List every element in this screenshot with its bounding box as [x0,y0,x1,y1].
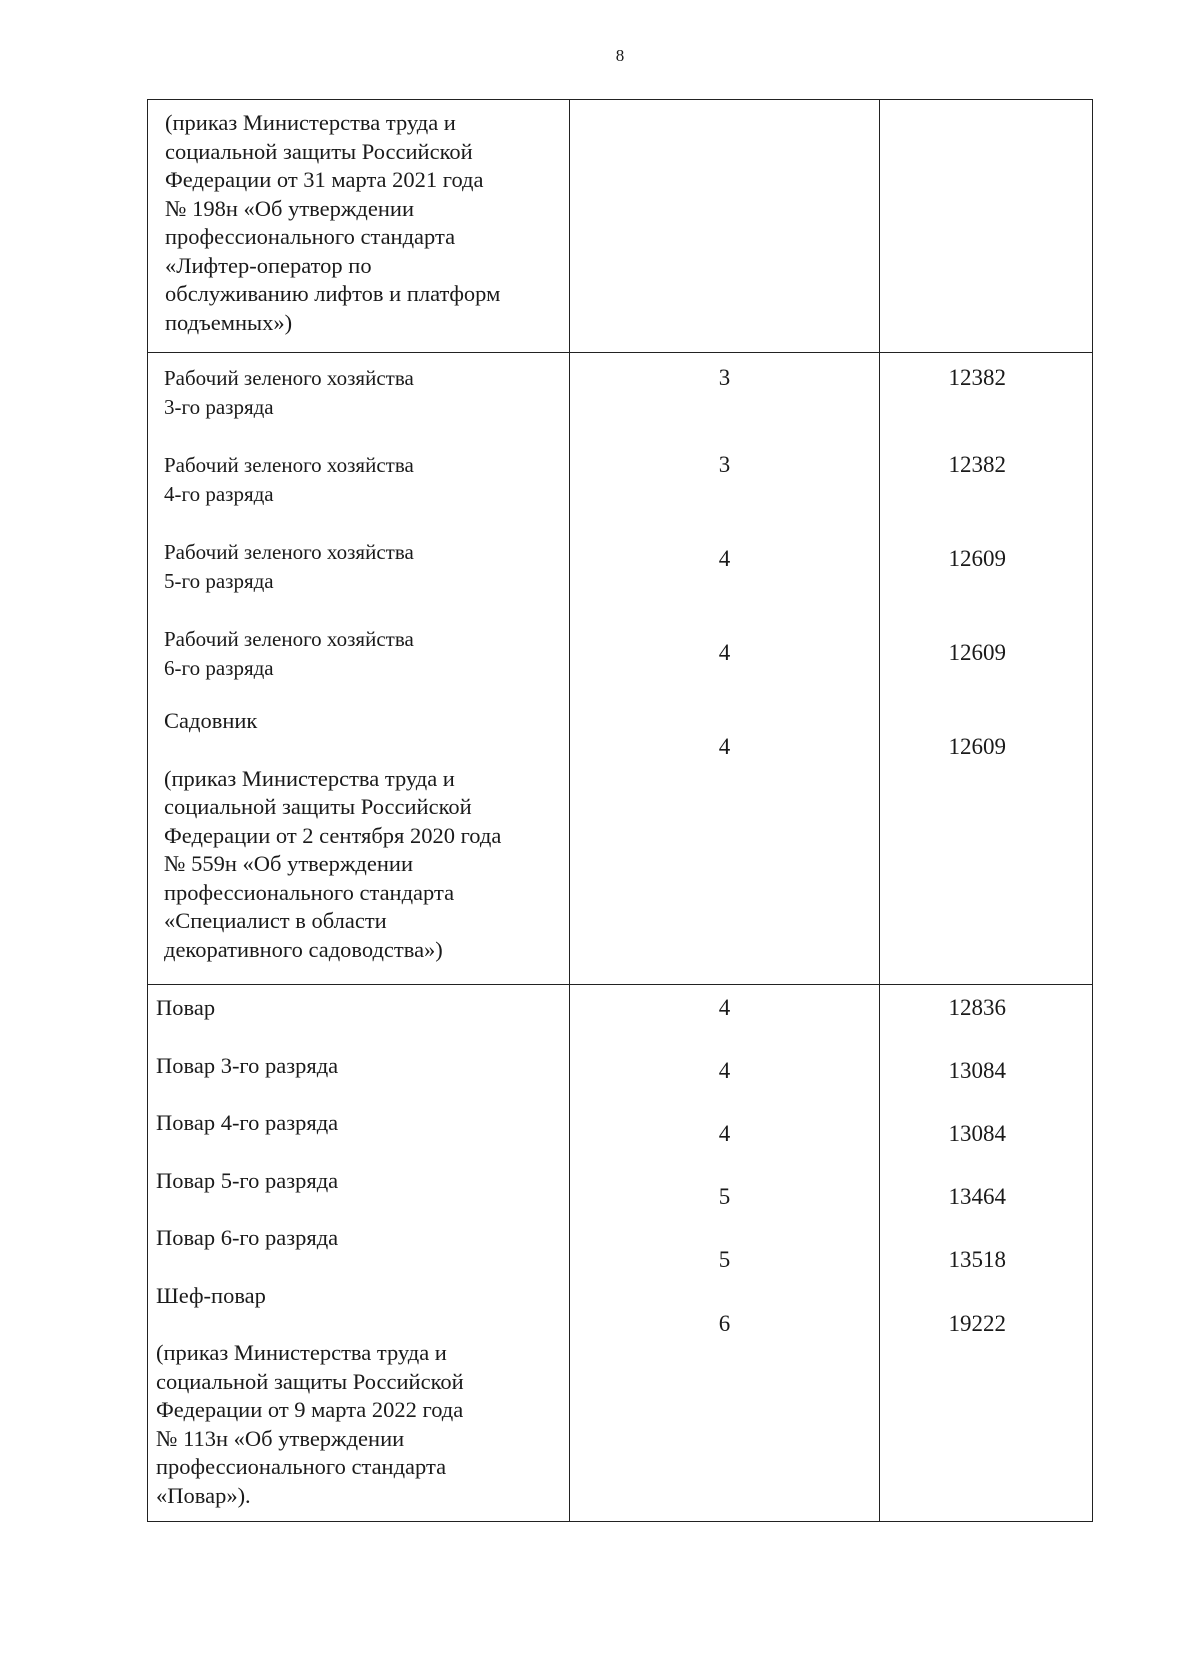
profession-grade: 4-го разряда [164,482,274,506]
salary-value: 12609 [948,734,1006,759]
level-cell [570,353,880,985]
profession-name: Рабочий зеленого хозяйства [164,366,414,390]
table-row [148,100,1093,353]
profession-entry [164,451,561,509]
salary-cell [880,353,1093,985]
salary-value: 12382 [948,452,1006,477]
salary-value: 12609 [948,640,1006,665]
profession-entry [164,625,561,683]
order-reference-text: (приказ Министерства труда и социальной защиты Российской Федерации от 2 сентября 2020 года № 559н «Об утверждении профессионального стандарта «Специалист в области декоративного садоводства») [164,765,502,962]
profession-grade: 6-го разряда [164,656,274,680]
table-row [148,985,1093,1522]
profession-name: Рабочий зеленого хозяйства [164,540,414,564]
salary-cell [880,985,1093,1522]
qualification-level: 4 [718,1121,731,1146]
profession-grade: 5-го разряда [164,569,274,593]
salary-value: 12836 [948,995,1006,1020]
qualification-table [147,99,1093,1522]
qualification-level: 6 [718,1311,731,1336]
profession-name: Повар 6-го разряда [156,1225,339,1250]
salary-value: 13464 [948,1184,1006,1209]
profession-cell [148,100,570,353]
profession-entry [164,538,561,596]
qualification-level: 4 [718,995,731,1020]
qualification-level: 3 [718,365,731,390]
page-number: 8 [615,46,625,65]
profession-name: Рабочий зеленого хозяйства [164,453,414,477]
table-row [148,353,1093,985]
salary-value: 13084 [948,1121,1006,1146]
qualification-level: 5 [718,1247,731,1272]
qualification-level: 4 [718,546,731,571]
profession-name: Повар 4-го разряда [156,1110,339,1135]
salary-cell [880,100,1093,353]
level-cell [570,100,880,353]
order-reference-text: (приказ Министерства труда и социальной защиты Российской Федерации от 31 марта 2021 года № 198н «Об утверждении профессионального стандарта «Лифтер-оператор по обслуживанию лифтов и платформ подъемных») [165,110,501,335]
profession-name: Повар 3-го разряда [156,1052,339,1078]
salary-value: 19222 [948,1311,1006,1336]
qualification-level: 3 [718,452,731,477]
profession-grade: 3-го разряда [164,395,274,419]
qualification-level: 4 [718,1058,731,1083]
qualification-level: 5 [718,1184,731,1209]
profession-name: Повар 5-го разряда [156,1167,339,1193]
salary-value: 13084 [948,1058,1006,1083]
salary-value: 13518 [948,1247,1006,1272]
qualification-level: 4 [718,640,731,665]
profession-entry [164,707,561,736]
profession-name: Садовник [164,708,258,733]
profession-entry [164,364,561,422]
profession-name: Шеф-повар [156,1282,266,1308]
order-reference-text: (приказ Министерства труда и социальной защиты Российской Федерации от 9 марта 2022 года № 113н «Об утверждении профессионального стандарта «Повар»). [156,1340,464,1508]
profession-name: Повар [156,995,216,1020]
level-cell [570,985,880,1522]
salary-value: 12609 [948,546,1006,571]
qualification-level: 4 [718,734,731,759]
profession-name: Рабочий зеленого хозяйства [164,627,414,651]
profession-cell [148,353,570,985]
salary-value: 12382 [948,365,1006,390]
profession-cell [148,985,570,1522]
